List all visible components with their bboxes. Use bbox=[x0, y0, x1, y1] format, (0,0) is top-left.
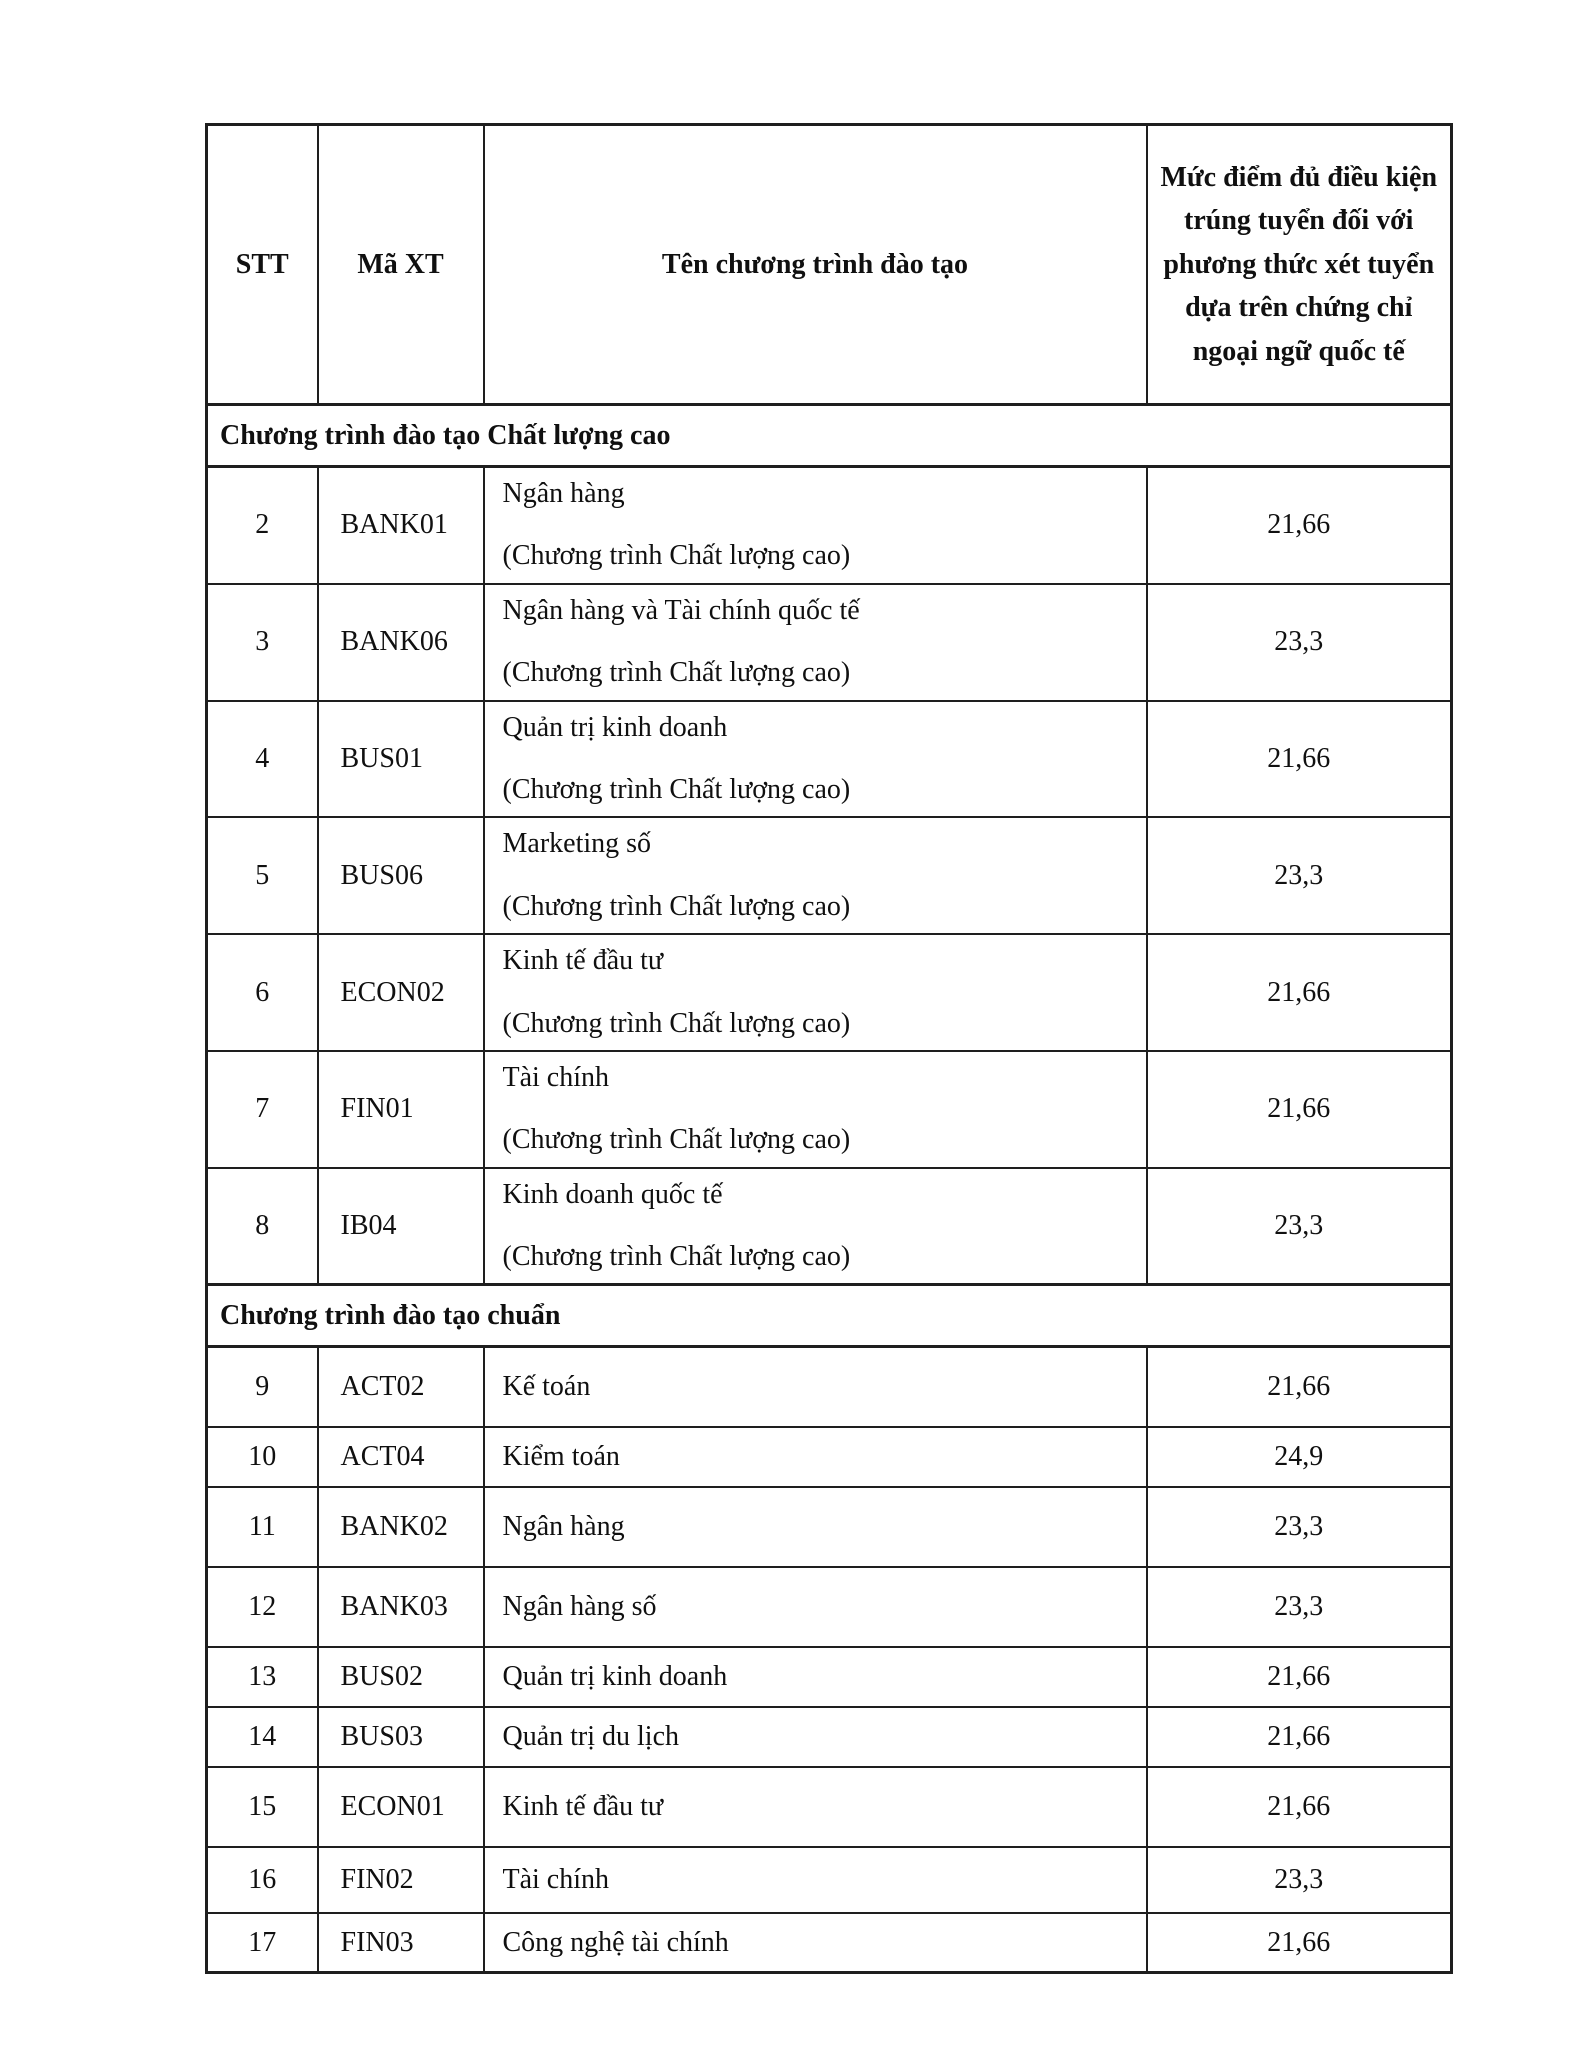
stt-cell: 11 bbox=[207, 1487, 318, 1567]
program-name-cell bbox=[484, 701, 1147, 818]
table-row bbox=[207, 1647, 1452, 1707]
table-row bbox=[207, 1347, 1452, 1427]
program-name: Ngân hàng và Tài chính quốc tế bbox=[502, 594, 860, 626]
score-cell: 21,66 bbox=[1147, 1347, 1452, 1427]
table-row bbox=[207, 1487, 1452, 1567]
program-name-cell bbox=[484, 1168, 1147, 1285]
table-row bbox=[207, 701, 1452, 818]
code-cell: ACT02 bbox=[318, 1347, 484, 1427]
program-name-cell bbox=[484, 1707, 1147, 1767]
section-row bbox=[207, 1285, 1452, 1347]
code-cell: FIN01 bbox=[318, 1051, 484, 1168]
table-row bbox=[207, 817, 1452, 934]
program-subname: (Chương trình Chất lượng cao) bbox=[502, 657, 851, 689]
table-row bbox=[207, 1567, 1452, 1647]
program-name: Kiểm toán bbox=[502, 1440, 620, 1472]
score-cell: 23,3 bbox=[1147, 584, 1452, 701]
stt-cell: 9 bbox=[207, 1347, 318, 1427]
stt-cell: 13 bbox=[207, 1647, 318, 1707]
program-name: Tài chính bbox=[502, 1061, 610, 1093]
stt-cell: 17 bbox=[207, 1913, 318, 1973]
stt-cell: 7 bbox=[207, 1051, 318, 1168]
table-row bbox=[207, 584, 1452, 701]
program-name: Quản trị du lịch bbox=[502, 1720, 680, 1752]
program-name: Ngân hàng bbox=[502, 1510, 625, 1542]
section-row bbox=[207, 405, 1452, 467]
code-cell: ACT04 bbox=[318, 1427, 484, 1487]
table-row bbox=[207, 1051, 1452, 1168]
program-subname: (Chương trình Chất lượng cao) bbox=[502, 1241, 851, 1273]
score-cell: 21,66 bbox=[1147, 701, 1452, 818]
stt-cell: 16 bbox=[207, 1847, 318, 1913]
code-cell: BANK01 bbox=[318, 467, 484, 584]
score-cell: 21,66 bbox=[1147, 1647, 1452, 1707]
stt-cell: 10 bbox=[207, 1427, 318, 1487]
program-name-cell bbox=[484, 1767, 1147, 1847]
admission-score-table bbox=[205, 123, 1453, 1974]
program-name-cell bbox=[484, 1913, 1147, 1973]
stt-cell: 2 bbox=[207, 467, 318, 584]
program-name-cell bbox=[484, 1487, 1147, 1567]
col-header-program: Tên chương trình đào tạo bbox=[484, 125, 1147, 405]
table-row bbox=[207, 934, 1452, 1051]
program-name-cell bbox=[484, 934, 1147, 1051]
program-name: Kế toán bbox=[502, 1371, 591, 1403]
code-cell: BUS01 bbox=[318, 701, 484, 818]
header-row bbox=[207, 125, 1452, 405]
program-subname: (Chương trình Chất lượng cao) bbox=[502, 1007, 851, 1039]
table-row bbox=[207, 1427, 1452, 1487]
score-cell: 21,66 bbox=[1147, 1707, 1452, 1767]
program-name: Ngân hàng bbox=[502, 478, 625, 509]
program-name: Tài chính bbox=[502, 1863, 610, 1895]
score-cell: 23,3 bbox=[1147, 1567, 1452, 1647]
program-name: Kinh doanh quốc tế bbox=[502, 1178, 723, 1210]
stt-cell: 3 bbox=[207, 584, 318, 701]
score-cell: 21,66 bbox=[1147, 1051, 1452, 1168]
code-cell: BUS06 bbox=[318, 817, 484, 934]
program-subname: (Chương trình Chất lượng cao) bbox=[502, 540, 851, 572]
code-cell: BANK02 bbox=[318, 1487, 484, 1567]
score-cell: 21,66 bbox=[1147, 467, 1452, 584]
code-cell: BUS02 bbox=[318, 1647, 484, 1707]
program-name: Kinh tế đầu tư bbox=[502, 1790, 664, 1822]
table-row bbox=[207, 1847, 1452, 1913]
stt-cell: 8 bbox=[207, 1168, 318, 1285]
stt-cell: 12 bbox=[207, 1567, 318, 1647]
code-cell: ECON02 bbox=[318, 934, 484, 1051]
stt-cell: 6 bbox=[207, 934, 318, 1051]
score-cell: 23,3 bbox=[1147, 1168, 1452, 1285]
score-cell: 23,3 bbox=[1147, 817, 1452, 934]
table-row bbox=[207, 1767, 1452, 1847]
stt-cell: 5 bbox=[207, 817, 318, 934]
program-name-cell bbox=[484, 1647, 1147, 1707]
program-name: Ngân hàng số bbox=[502, 1590, 657, 1622]
program-subname: (Chương trình Chất lượng cao) bbox=[502, 773, 851, 805]
score-cell: 23,3 bbox=[1147, 1847, 1452, 1913]
program-name-cell bbox=[484, 1847, 1147, 1913]
stt-cell: 15 bbox=[207, 1767, 318, 1847]
stt-cell: 14 bbox=[207, 1707, 318, 1767]
table-row bbox=[207, 1168, 1452, 1285]
score-cell: 24,9 bbox=[1147, 1427, 1452, 1487]
stt-cell: 4 bbox=[207, 701, 318, 818]
program-name: Kinh tế đầu tư bbox=[502, 945, 664, 977]
program-name-cell bbox=[484, 1347, 1147, 1427]
code-cell: ECON01 bbox=[318, 1767, 484, 1847]
code-cell: BUS03 bbox=[318, 1707, 484, 1767]
score-cell: 21,66 bbox=[1147, 934, 1452, 1051]
code-cell: BANK06 bbox=[318, 584, 484, 701]
program-name: Quản trị kinh doanh bbox=[502, 711, 728, 743]
program-name: Quản trị kinh doanh bbox=[502, 1660, 728, 1692]
col-header-code: Mã XT bbox=[318, 125, 484, 405]
score-cell: 21,66 bbox=[1147, 1913, 1452, 1973]
section-title: Chương trình đào tạo Chất lượng cao bbox=[207, 405, 1452, 467]
program-subname: (Chương trình Chất lượng cao) bbox=[502, 1124, 851, 1156]
table-row bbox=[207, 1913, 1452, 1973]
program-name-cell bbox=[484, 584, 1147, 701]
code-cell: BANK03 bbox=[318, 1567, 484, 1647]
section-title: Chương trình đào tạo chuẩn bbox=[207, 1285, 1452, 1347]
program-name: Marketing số bbox=[502, 828, 652, 860]
code-cell: FIN02 bbox=[318, 1847, 484, 1913]
program-subname: (Chương trình Chất lượng cao) bbox=[502, 890, 851, 922]
score-cell: 23,3 bbox=[1147, 1487, 1452, 1567]
program-name-cell bbox=[484, 1427, 1147, 1487]
table-row bbox=[207, 1707, 1452, 1767]
program-name-cell bbox=[484, 467, 1147, 584]
program-name: Công nghệ tài chính bbox=[502, 1926, 729, 1958]
program-name-cell bbox=[484, 1567, 1147, 1647]
code-cell: FIN03 bbox=[318, 1913, 484, 1973]
program-name-cell bbox=[484, 817, 1147, 934]
col-header-stt: STT bbox=[207, 125, 318, 405]
program-name-cell bbox=[484, 1051, 1147, 1168]
code-cell: IB04 bbox=[318, 1168, 484, 1285]
table-row bbox=[207, 467, 1452, 584]
score-cell: 21,66 bbox=[1147, 1767, 1452, 1847]
col-header-score: Mức điểm đủ điều kiện trúng tuyển đối với phương thức xét tuyển dựa trên chứng chỉ ngoại ngữ quốc tế bbox=[1147, 125, 1452, 405]
